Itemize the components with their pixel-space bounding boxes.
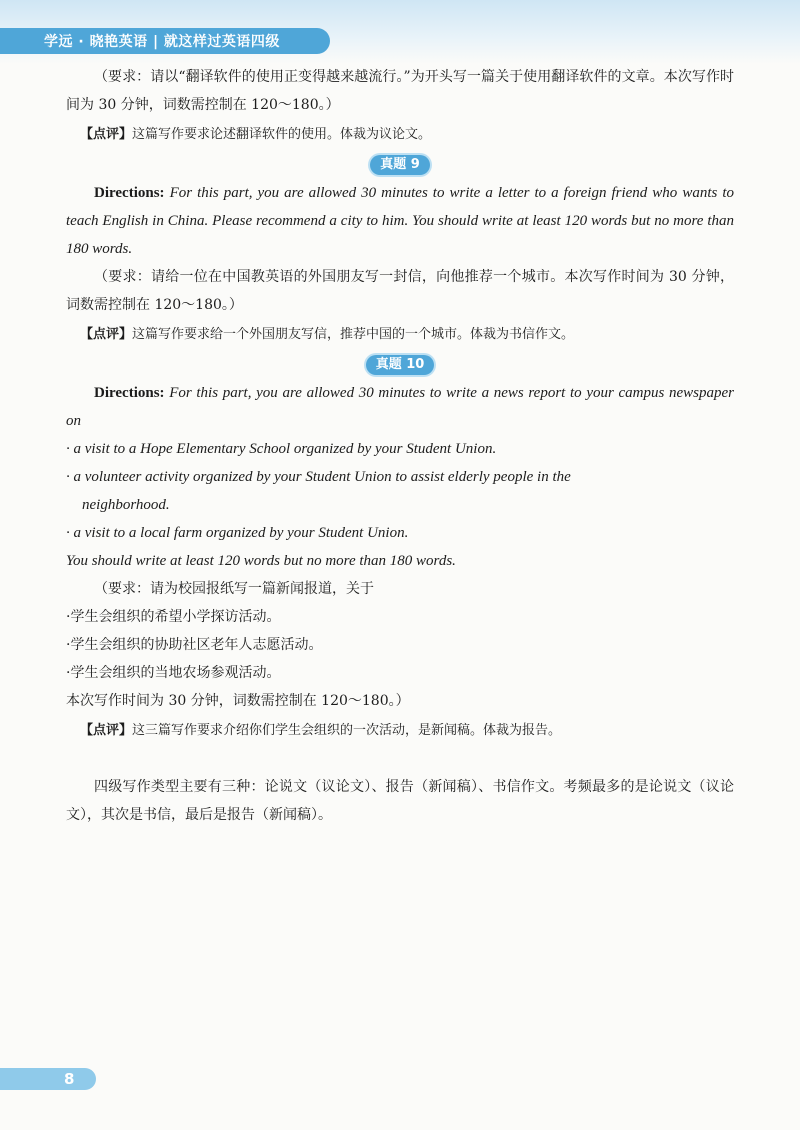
section10-directions <box>66 379 734 435</box>
section9-comment <box>66 321 734 349</box>
section10-bullet-en-2: · a volunteer activity organized by your Student Union to assist elderly people in the <box>66 469 571 485</box>
section10-bullet-en-2-cont: neighborhood. <box>82 497 170 513</box>
summary-paragraph: 四级写作类型主要有三种：论说文（议论文）、报告（新闻稿）、书信作文。考频最多的是论说文（议论文），其次是书信，最后是报告（新闻稿）。 <box>66 779 734 823</box>
comment-text: 这篇写作要求给一个外国朋友写信，推荐中国的一个城市。体裁为书信作文。 <box>132 327 575 342</box>
section10-bullet-cn-2: ·学生会组织的协助社区老年人志愿活动。 <box>66 637 323 653</box>
section9-directions <box>66 179 734 263</box>
comment-text: 这篇写作要求论述翻译软件的使用。体裁为议论文。 <box>132 127 432 142</box>
section10-bullet-en-1: · a visit to a Hope Elementary School organized by your Student Union. <box>66 441 497 457</box>
directions-label: Directions: <box>94 385 165 401</box>
section10-requirement-intro: （要求：请为校园报纸写一篇新闻报道，关于 <box>94 581 374 597</box>
section10-comment <box>66 717 734 745</box>
comment-label: 【点评】 <box>80 723 133 738</box>
footer-bar <box>0 1068 96 1090</box>
section10-bullet-cn-3: ·学生会组织的当地农场参观活动。 <box>66 665 281 681</box>
section10-bullet-cn-1: ·学生会组织的希望小学探访活动。 <box>66 609 281 625</box>
page-number: 8 <box>64 1070 75 1088</box>
section9-requirement: （要求：请给一位在中国教英语的外国朋友写一封信，向他推荐一个城市。本次写作时间为 30 分钟，词数需控制在 120～180。） <box>66 269 734 313</box>
section9-badge-row <box>66 153 734 177</box>
section10-closing-en: You should write at least 120 words but no more than 180 words. <box>66 553 456 569</box>
comment-label: 【点评】 <box>80 127 133 142</box>
comment-text: 这三篇写作要求介绍你们学生会组织的一次活动，是新闻稿。体裁为报告。 <box>132 723 562 738</box>
page-content <box>66 63 734 829</box>
section10-badge: 真题 10 <box>366 355 435 375</box>
section10-badge-row <box>66 353 734 377</box>
section8-comment <box>66 121 734 149</box>
section10-requirement-end: 本次写作时间为 30 分钟，词数需控制在 120～180。） <box>66 693 410 709</box>
section8-requirement: （要求：请以“翻译软件的使用正变得越来越流行。”为开头写一篇关于使用翻译软件的文章。本次写作时间为 30 分钟，词数需控制在 120～180。） <box>66 69 734 113</box>
comment-label: 【点评】 <box>80 327 133 342</box>
directions-text: For this part, you are allowed 30 minutes to write a news report to your campus newspaper on <box>66 385 734 429</box>
directions-label: Directions: <box>94 185 165 201</box>
section9-badge: 真题 9 <box>370 155 430 175</box>
section10-bullet-en-3: · a visit to a local farm organized by your Student Union. <box>66 525 409 541</box>
running-header-title: 学远 · 晓艳英语 | 就这样过英语四级 <box>44 34 280 50</box>
directions-text: For this part, you are allowed 30 minutes to write a letter to a foreign friend who wants to teach English in China. Please recommend a city to him. You should write at least 120 words but no more than 180 words. <box>66 185 735 257</box>
